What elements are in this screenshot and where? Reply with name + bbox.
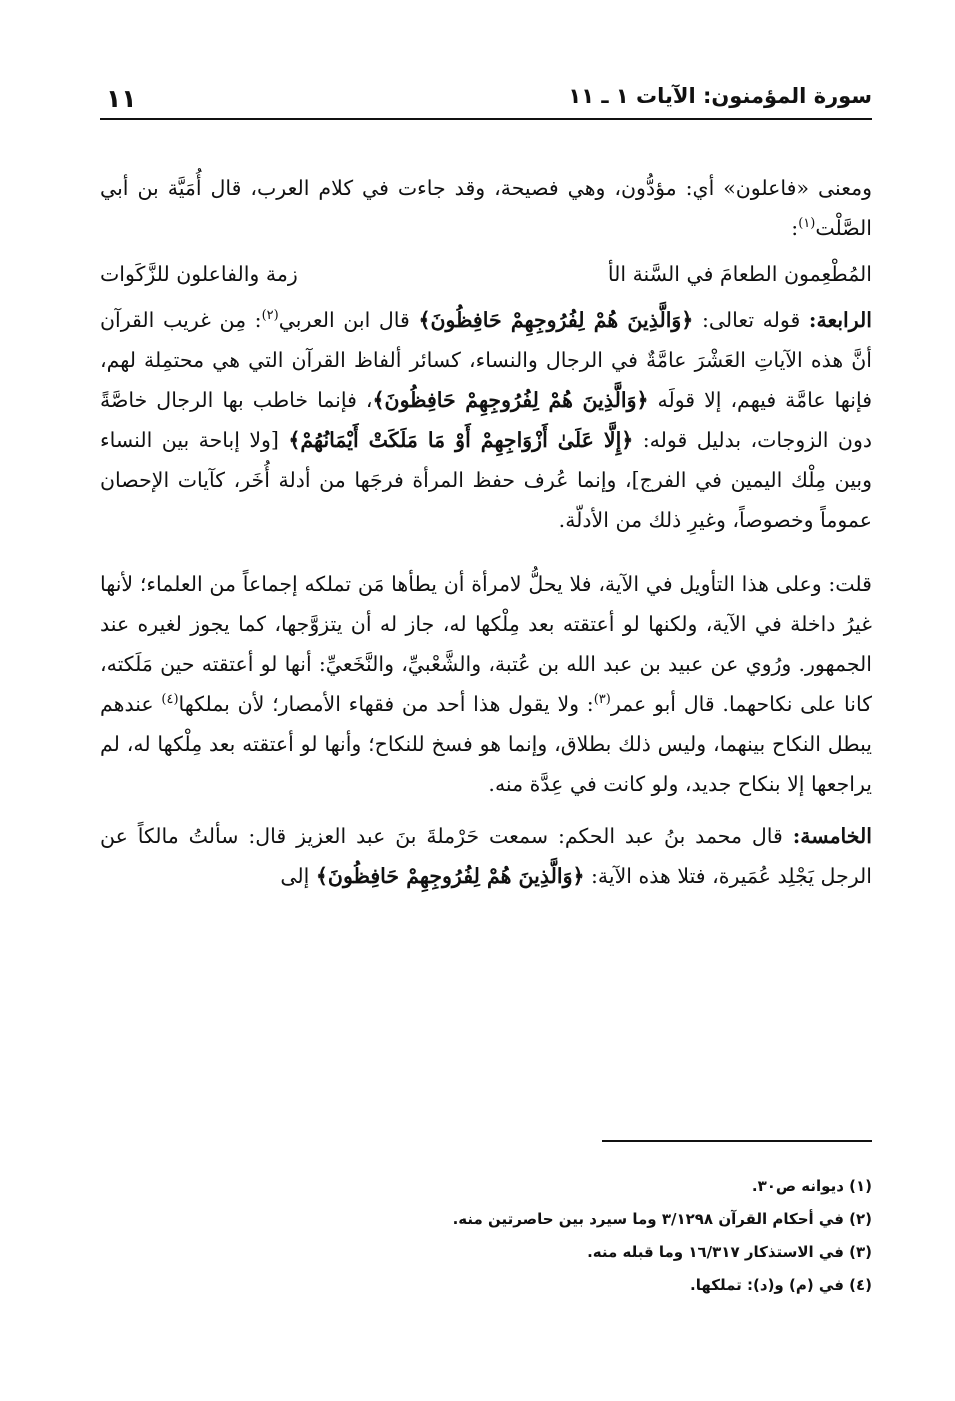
footnote-rule <box>602 1140 872 1142</box>
footnote-3: (٣) في الاستذكار ١٦/٣١٧ وما قبله منه. <box>587 1243 872 1261</box>
paragraph-fifth: الخامسة: قال محمد بنُ عبد الحكم: سمعت حَرْملةَ بنَ عبد العزيز قال: سألتُ مالكاً عن الرجل يَجْلِد عُمَيرة، فتلا هذه الآية: ﴿وَالَّذِينَ هُمْ لِفُرُوجِهِمْ حَافِظُونَ﴾ إلى <box>100 824 872 888</box>
poetry-verse <box>100 248 872 300</box>
footnotes <box>100 1170 872 1302</box>
quran-quote: ﴿وَالَّذِينَ هُمْ لِفُرُوجِهِمْ حَافِظُونَ﴾ <box>418 308 694 332</box>
quran-quote: ﴿إِلَّا عَلَىٰ أَزْوَاجِهِمْ أَوْ مَا مَلَكَتْ أَيْمَانُهُمْ﴾ <box>288 428 634 452</box>
verse-first-hemistich: المُطْعِمون الطعامَ في السَّنة الأ <box>607 262 872 286</box>
footnote-2: (٢) في أحكام القرآن ٣/١٢٩٨ وما سيرد بين حاصرتين منه. <box>452 1210 872 1228</box>
header-rule <box>100 118 872 120</box>
paragraph-fourth: الرابعة: قوله تعالى: ﴿وَالَّذِينَ هُمْ لِفُرُوجِهِمْ حَافِظُونَ﴾ قال ابن العربي$^{(٢)}$: مِن غريب القرآن أنَّ هذه الآياتِ العَشْرَ عامَّةٌ في الرجال والنساء، كسائر ألفاظ القرآن التي هي محتمِلة لهم، فإنها عامَّة فيهم، إلا قولَه ﴿وَالَّذِينَ هُمْ لِفُرُوجِهِمْ حَافِظُونَ﴾، فإنما خاطب بها الرجال خاصَّةً دون الزوجات، بدليل قوله: ﴿إِلَّا عَلَىٰ أَزْوَاجِهِمْ أَوْ مَا مَلَكَتْ أَيْمَانُهُمْ﴾ [ولا إباحة بين النساء وبين مِلْك اليمين في الفرج]، وإنما عُرف حفظ المرأة فرجَها من أدلة أُخَر، كآيات الإحصان عموماً وخصوصاً، وغيرِ ذلك من الأدلّة. <box>100 308 872 532</box>
quran-quote: ﴿وَالَّذِينَ هُمْ لِفُرُوجِهِمْ حَافِظُونَ﴾ <box>372 388 649 412</box>
paragraph-note: قلت: وعلى هذا التأويل في الآية، فلا يحلُّ لامرأة أن يطأها مَن تملكه إجماعاً من العلماء؛ لأنها غيرُ داخلة في الآية، ولكنها لو أعتقته بعد مِلْكها له، جاز له أن يتزوَّجها، كما يجوز لغيره عند الجمهور. ورُوي عن عبيد بن عبد الله بن عُتبة، والشَّعْبيِّ، والنَّخَعيِّ: أنها لو أعتقته حين مَلَكته، كانا على نكاحهما. قال أبو عمر$^{(٣)}$: ولا يقول هذا أحد من فقهاء الأمصار؛ لأن بملكها$^{(٤)}$ عندهم يبطل النكاح بينهما، وليس ذلك بطلاق، وإنما هو فسخ للنكاح؛ وأنها لو أعتقته بعد مِلْكها له، لم يراجعها إلا بنكاح جديد، ولو كانت في عِدَّة منه. <box>100 572 872 796</box>
quran-quote: ﴿وَالَّذِينَ هُمْ لِفُرُوجِهِمْ حَافِظُونَ﴾ <box>315 864 585 888</box>
book-page <box>100 78 872 1348</box>
footnote-ref-4: (٤) <box>161 692 179 708</box>
paragraph-intro: ومعنى «فاعلون» أي: مؤدُّون، وهي فصيحة، وقد جاءت في كلام العرب، قال أُمَيَّة بن أبي الصَّلْت$^{(١)}$: <box>100 176 872 240</box>
header-title: سورة المؤمنون: الآيات ١ ـ ١١ <box>568 84 872 108</box>
footnote-1: (١) ديوانه ص٣٠. <box>751 1177 872 1195</box>
running-header <box>100 78 872 116</box>
footnote-ref-1: (١) <box>798 216 816 232</box>
main-text <box>100 168 872 896</box>
footnote-4: (٤) في (م) و(د): تملكها. <box>690 1276 872 1294</box>
verse-second-hemistich: زمة والفاعلون للزَّكَوات <box>100 262 298 286</box>
section-label-fourth: الرابعة: <box>808 308 872 332</box>
page-number: ١١ <box>106 84 137 113</box>
footnote-ref-2: (٢) <box>261 308 279 324</box>
footnote-ref-3: (٣) <box>593 692 611 708</box>
section-label-fifth: الخامسة: <box>792 824 872 848</box>
